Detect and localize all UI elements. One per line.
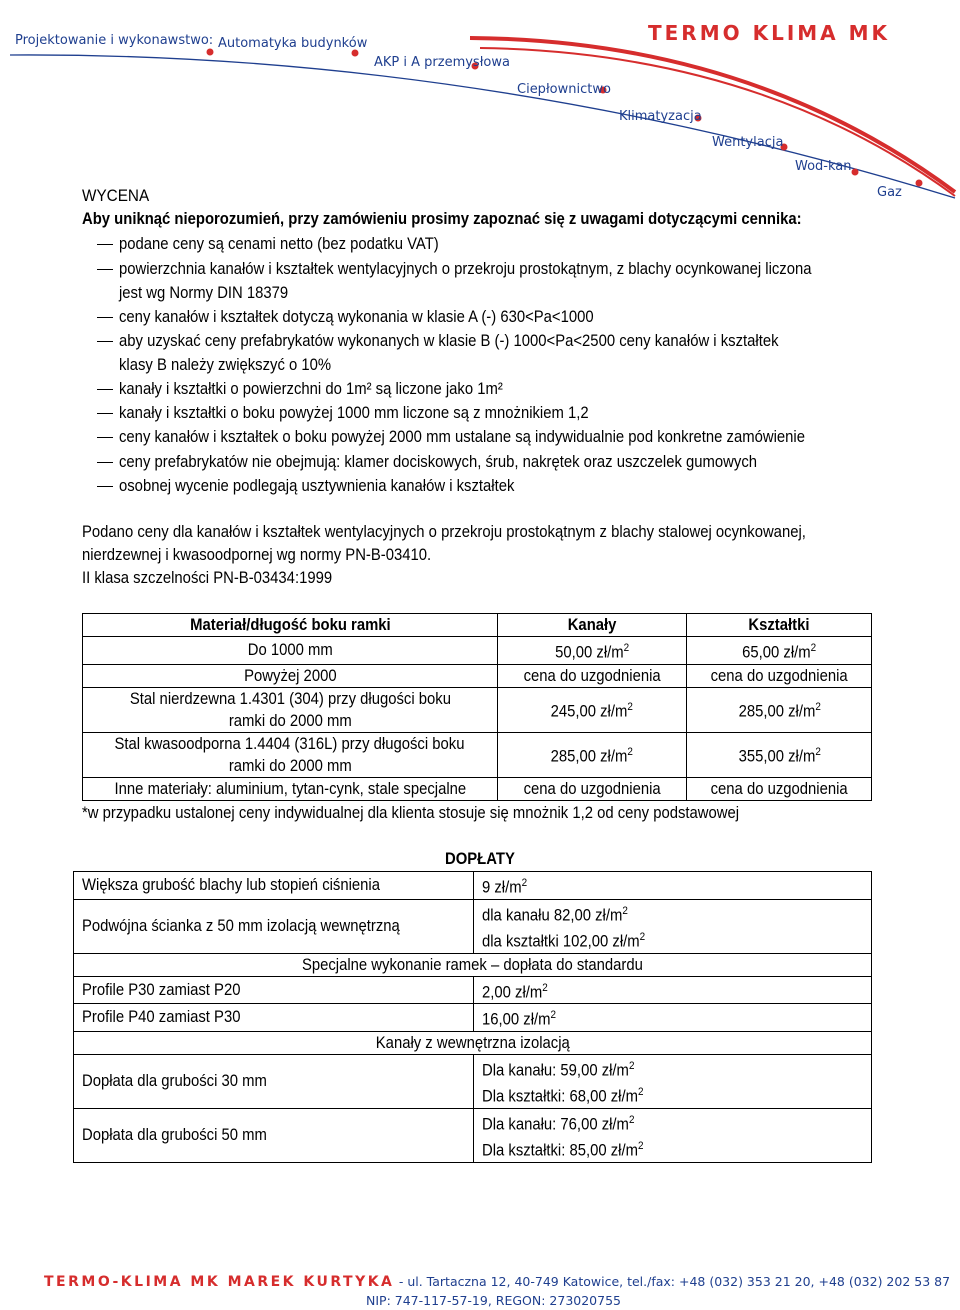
service-gaz: Gaz <box>877 185 902 200</box>
footer-line <box>44 1274 950 1290</box>
table-row: Inne materiały: aluminium, tytan-cynk, stale specjalne cena do uzgodnienia cena do uzgodnienia <box>83 777 872 800</box>
price-table <box>82 613 872 801</box>
service-akp: AKP i A przemysłowa <box>374 55 510 70</box>
paragraph-line: nierdzewnej i kwasoodpornej wg normy PN-B-03410. <box>82 546 432 564</box>
table-row: Do 1000 mm 50,00 $zł/m^2$ 65,00 $zł/m^2$ <box>83 637 872 665</box>
column-header: Materiał/długość boku ramki <box>83 614 498 637</box>
logo-text: TERMO KLIMA MK <box>648 21 890 45</box>
footer-address: - ul. Tartaczna 12, 40-749 Katowice, tel./fax: +48 (032) 353 21 20, +48 (032) 202 53 87 <box>398 1274 951 1289</box>
table-row: Dopłata dla grubości 30 mm Dla kanału: 59,00 $zł/m^2$ Dla kształtki: 68,00 $zł/m^2$ <box>74 1054 872 1108</box>
paragraph-class: II klasa szczelności PN-B-03434:1999 <box>82 569 333 587</box>
service-wodkan: Wod-kan <box>795 159 852 174</box>
footer-company: TERMO-KLIMA MK MAREK KURTYKA <box>44 1274 395 1290</box>
service-automatyka: Automatyka budynków <box>218 36 368 51</box>
bullet-dot-icon <box>207 49 214 56</box>
company-logo <box>648 21 890 45</box>
paragraph-line: Podano ceny dla kanałów i kształtek wentylacyjnych o przekroju prostokątnym z blachy stalowej ocynkowanej, <box>82 523 806 541</box>
table-row: Podwójna ścianka z 50 mm izolacją wewnętrzną dla kanału 82,00 $zł/m^2$ dla kształtki 102,00 $zł/m^2$ <box>74 899 872 953</box>
bullet-dot-icon <box>916 180 923 187</box>
service-klimatyzacja: Klimatyzacja <box>619 109 702 124</box>
price-footnote: *w przypadku ustalonej ceny indywidualnej dla klienta stosuje się mnożnik 1,2 od ceny podstawowej <box>82 804 740 822</box>
table-row: Powyżej 2000 cena do uzgodnienia cena do uzgodnienia <box>83 664 872 687</box>
service-wentylacja: Wentylacja <box>712 135 784 150</box>
table-header-row <box>83 614 872 637</box>
surcharge-table <box>73 871 872 1163</box>
column-header: Kształtki <box>687 614 872 637</box>
footer-ids: NIP: 747-117-57-19, REGON: 273020755 <box>366 1293 621 1308</box>
table-row: Stal kwasoodporna 1.4404 (316L) przy długości boku ramki do 2000 mm 285,00 $zł/m^2$ 355,00 $zł/m^2$ <box>83 732 872 777</box>
doplaty-title: DOPŁATY <box>445 850 515 868</box>
company-prefix: Projektowanie i wykonawstwo: <box>15 33 214 48</box>
table-row: Dopłata dla grubości 50 mm Dla kanału: 76,00 $zł/m^2$ Dla kształtki: 85,00 $zł/m^2$ <box>74 1108 872 1162</box>
table-row: Stal nierdzewna 1.4301 (304) przy długości boku ramki do 2000 mm 245,00 $zł/m^2$ 285,00 $zł/m^2$ <box>83 687 872 732</box>
heading-wycena: WYCENA <box>82 186 150 205</box>
column-header: Kanały <box>497 614 687 637</box>
service-cieplownictwo: Ciepłownictwo <box>517 82 611 97</box>
table-section-row: Specjalne wykonanie ramek – dopłata do standardu <box>74 953 872 976</box>
bullet-dot-icon <box>852 169 859 176</box>
table-row: Profile P40 zamiast P30 16,00 $zł/m^2$ <box>74 1004 872 1032</box>
table-row: Większa grubość blachy lub stopień ciśnienia 9 $zł/m^2$ <box>74 872 872 900</box>
table-section-row: Kanały z wewnętrzna izolacją <box>74 1031 872 1054</box>
table-row: Profile P30 zamiast P20 2,00 $zł/m^2$ <box>74 976 872 1004</box>
notice-text: Aby uniknąć nieporozumień, przy zamówieniu prosimy zapoznać się z uwagami dotyczącymi cennika: <box>82 210 802 228</box>
